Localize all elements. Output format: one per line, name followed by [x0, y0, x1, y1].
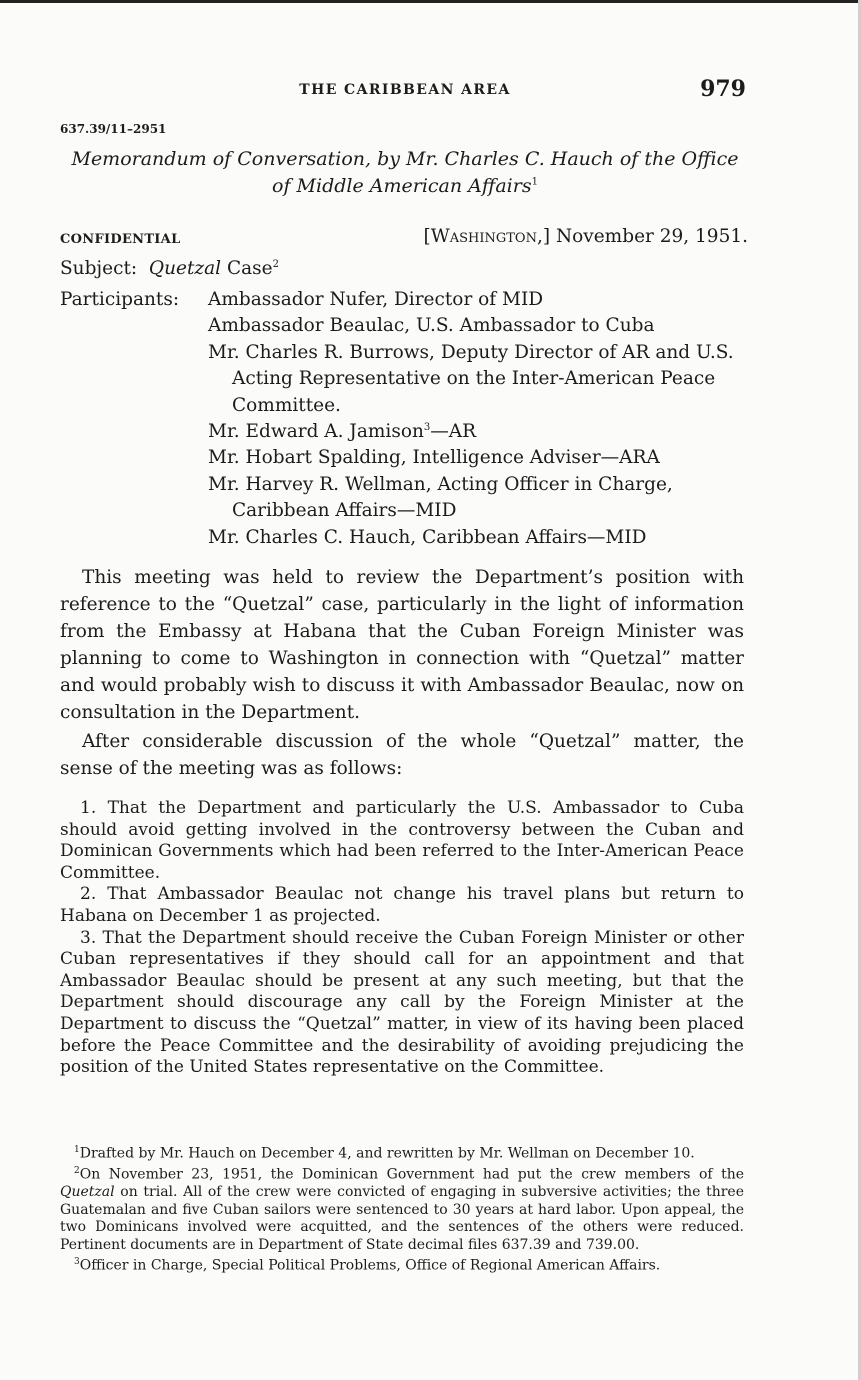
participants-block: [60, 287, 750, 551]
footnote-3: [60, 1254, 744, 1275]
numbered-point-3: 3. That the Department should receive the Cuban Foreign Minister or other Cuban representatives if they should call for an appointment and that Ambassador Beaulac should be present at any such meeting, but that the Department should discourage any call by the Foreign Minister at the Department to discuss the “Quetzal” matter, in view of its having been placed before the Peace Committee and the desirability of avoiding prejudicing the position of the United States representative on the Committee.: [60, 927, 744, 1078]
participant-jamison-office: —AR: [430, 421, 477, 443]
subject-case-name: Quetzal: [148, 258, 222, 279]
footnote-2-number: 2: [74, 1166, 80, 1177]
document-title: [60, 146, 750, 200]
footnote-1-number: 1: [74, 1145, 80, 1155]
footnote-3-text: Officer in Charge, Special Political Problems, Office of Regional American Affairs.: [79, 1257, 661, 1274]
footnote-1-text: Drafted by Mr. Hauch on December 4, and rewritten by Mr. Wellman on December 10.: [79, 1145, 695, 1162]
title-line-2-text: of Middle American Affairs: [272, 175, 532, 197]
participant-item: Mr. Harvey R. Wellman, Acting Officer in Charge, Caribbean Affairs—MID: [208, 473, 673, 522]
footnote-2-italic: Quetzal: [60, 1184, 115, 1201]
running-head-title: THE CARIBBEAN AREA: [299, 82, 511, 98]
dateline-place: [Washington,]: [423, 226, 551, 247]
running-head: [60, 76, 750, 106]
page-top-edge: [0, 0, 861, 3]
subject-label: Subject:: [60, 258, 138, 279]
file-number: 637.39/11–2951: [60, 122, 167, 136]
participant-item: [208, 419, 750, 445]
footnote-1: [60, 1142, 744, 1163]
participant-item: Mr. Hobart Spalding, Intelligence Adviser—ARA: [208, 447, 660, 469]
participant-item: Ambassador Nufer, Director of MID: [208, 289, 544, 310]
participant-item: Mr. Charles C. Hauch, Caribbean Affairs—MID: [208, 526, 647, 548]
participants-list: [208, 287, 750, 551]
footnote-2-text-after: on trial. All of the crew were convicted of engaging in subversive activities; the three Guatemalan and five Cuban sailors were sentenced to 30 years at hard labor. Upon appeal, the two Dominicans involved were acquitted, and the sentences of the others were reduced. Pertinent documents are in Department of State decimal files 637.39 and 739.00.: [60, 1184, 744, 1253]
dateline-date: November 29, 1951.: [555, 226, 748, 247]
footnote-2: [60, 1163, 744, 1254]
footnotes: [60, 1142, 744, 1275]
numbered-point-2: 2. That Ambassador Beaulac not change his travel plans but return to Habana on December 1 as projected.: [60, 884, 744, 926]
numbered-point-1: 1. That the Department and particularly the U.S. Ambassador to Cuba should avoid getting involved in the controversy between the Cuban and Dominican Governments which had been referred to the Inter-American Peace Committee.: [60, 798, 744, 883]
page-number: 979: [700, 76, 746, 102]
subject-case-word: Case: [226, 258, 273, 279]
footnote-ref-3: 3: [423, 421, 431, 433]
body-paragraph-1: This meeting was held to review the Department’s position with reference to the “Quetzal” case, particularly in the light of information from the Embassy at Habana that the Cuban Foreign Minister was planning to come to Washington in connection with “Quetzal” matter and would probably wish to discuss it with Ambassador Beaulac, now on consultation in the Department.: [60, 567, 744, 723]
numbered-points: [60, 798, 744, 1079]
subject-line: [60, 258, 279, 279]
classification-label: CONFIDENTIAL: [60, 232, 181, 247]
footnote-ref-2: 2: [272, 258, 279, 270]
participant-jamison-name: Mr. Edward A. Jamison: [208, 421, 424, 443]
title-line-1: Memorandum of Conversation, by Mr. Charles C. Hauch of the Office: [71, 148, 739, 170]
footnote-3-number: 3: [74, 1257, 80, 1268]
footnote-2-text-before: On November 23, 1951, the Dominican Government had put the crew members of the: [79, 1166, 744, 1183]
footnote-ref-1: 1: [531, 176, 538, 188]
participants-label: Participants:: [60, 289, 180, 310]
dateline: [424, 226, 749, 247]
body-paragraph-2: After considerable discussion of the whole “Quetzal” matter, the sense of the meeting was as follows:: [60, 731, 744, 779]
participant-item: Ambassador Beaulac, U.S. Ambassador to Cuba: [208, 315, 655, 337]
title-line-2: [60, 173, 750, 200]
participant-item: Mr. Charles R. Burrows, Deputy Director of AR and U.S. Acting Representative on the Inter-American Peace Committee.: [208, 341, 734, 416]
